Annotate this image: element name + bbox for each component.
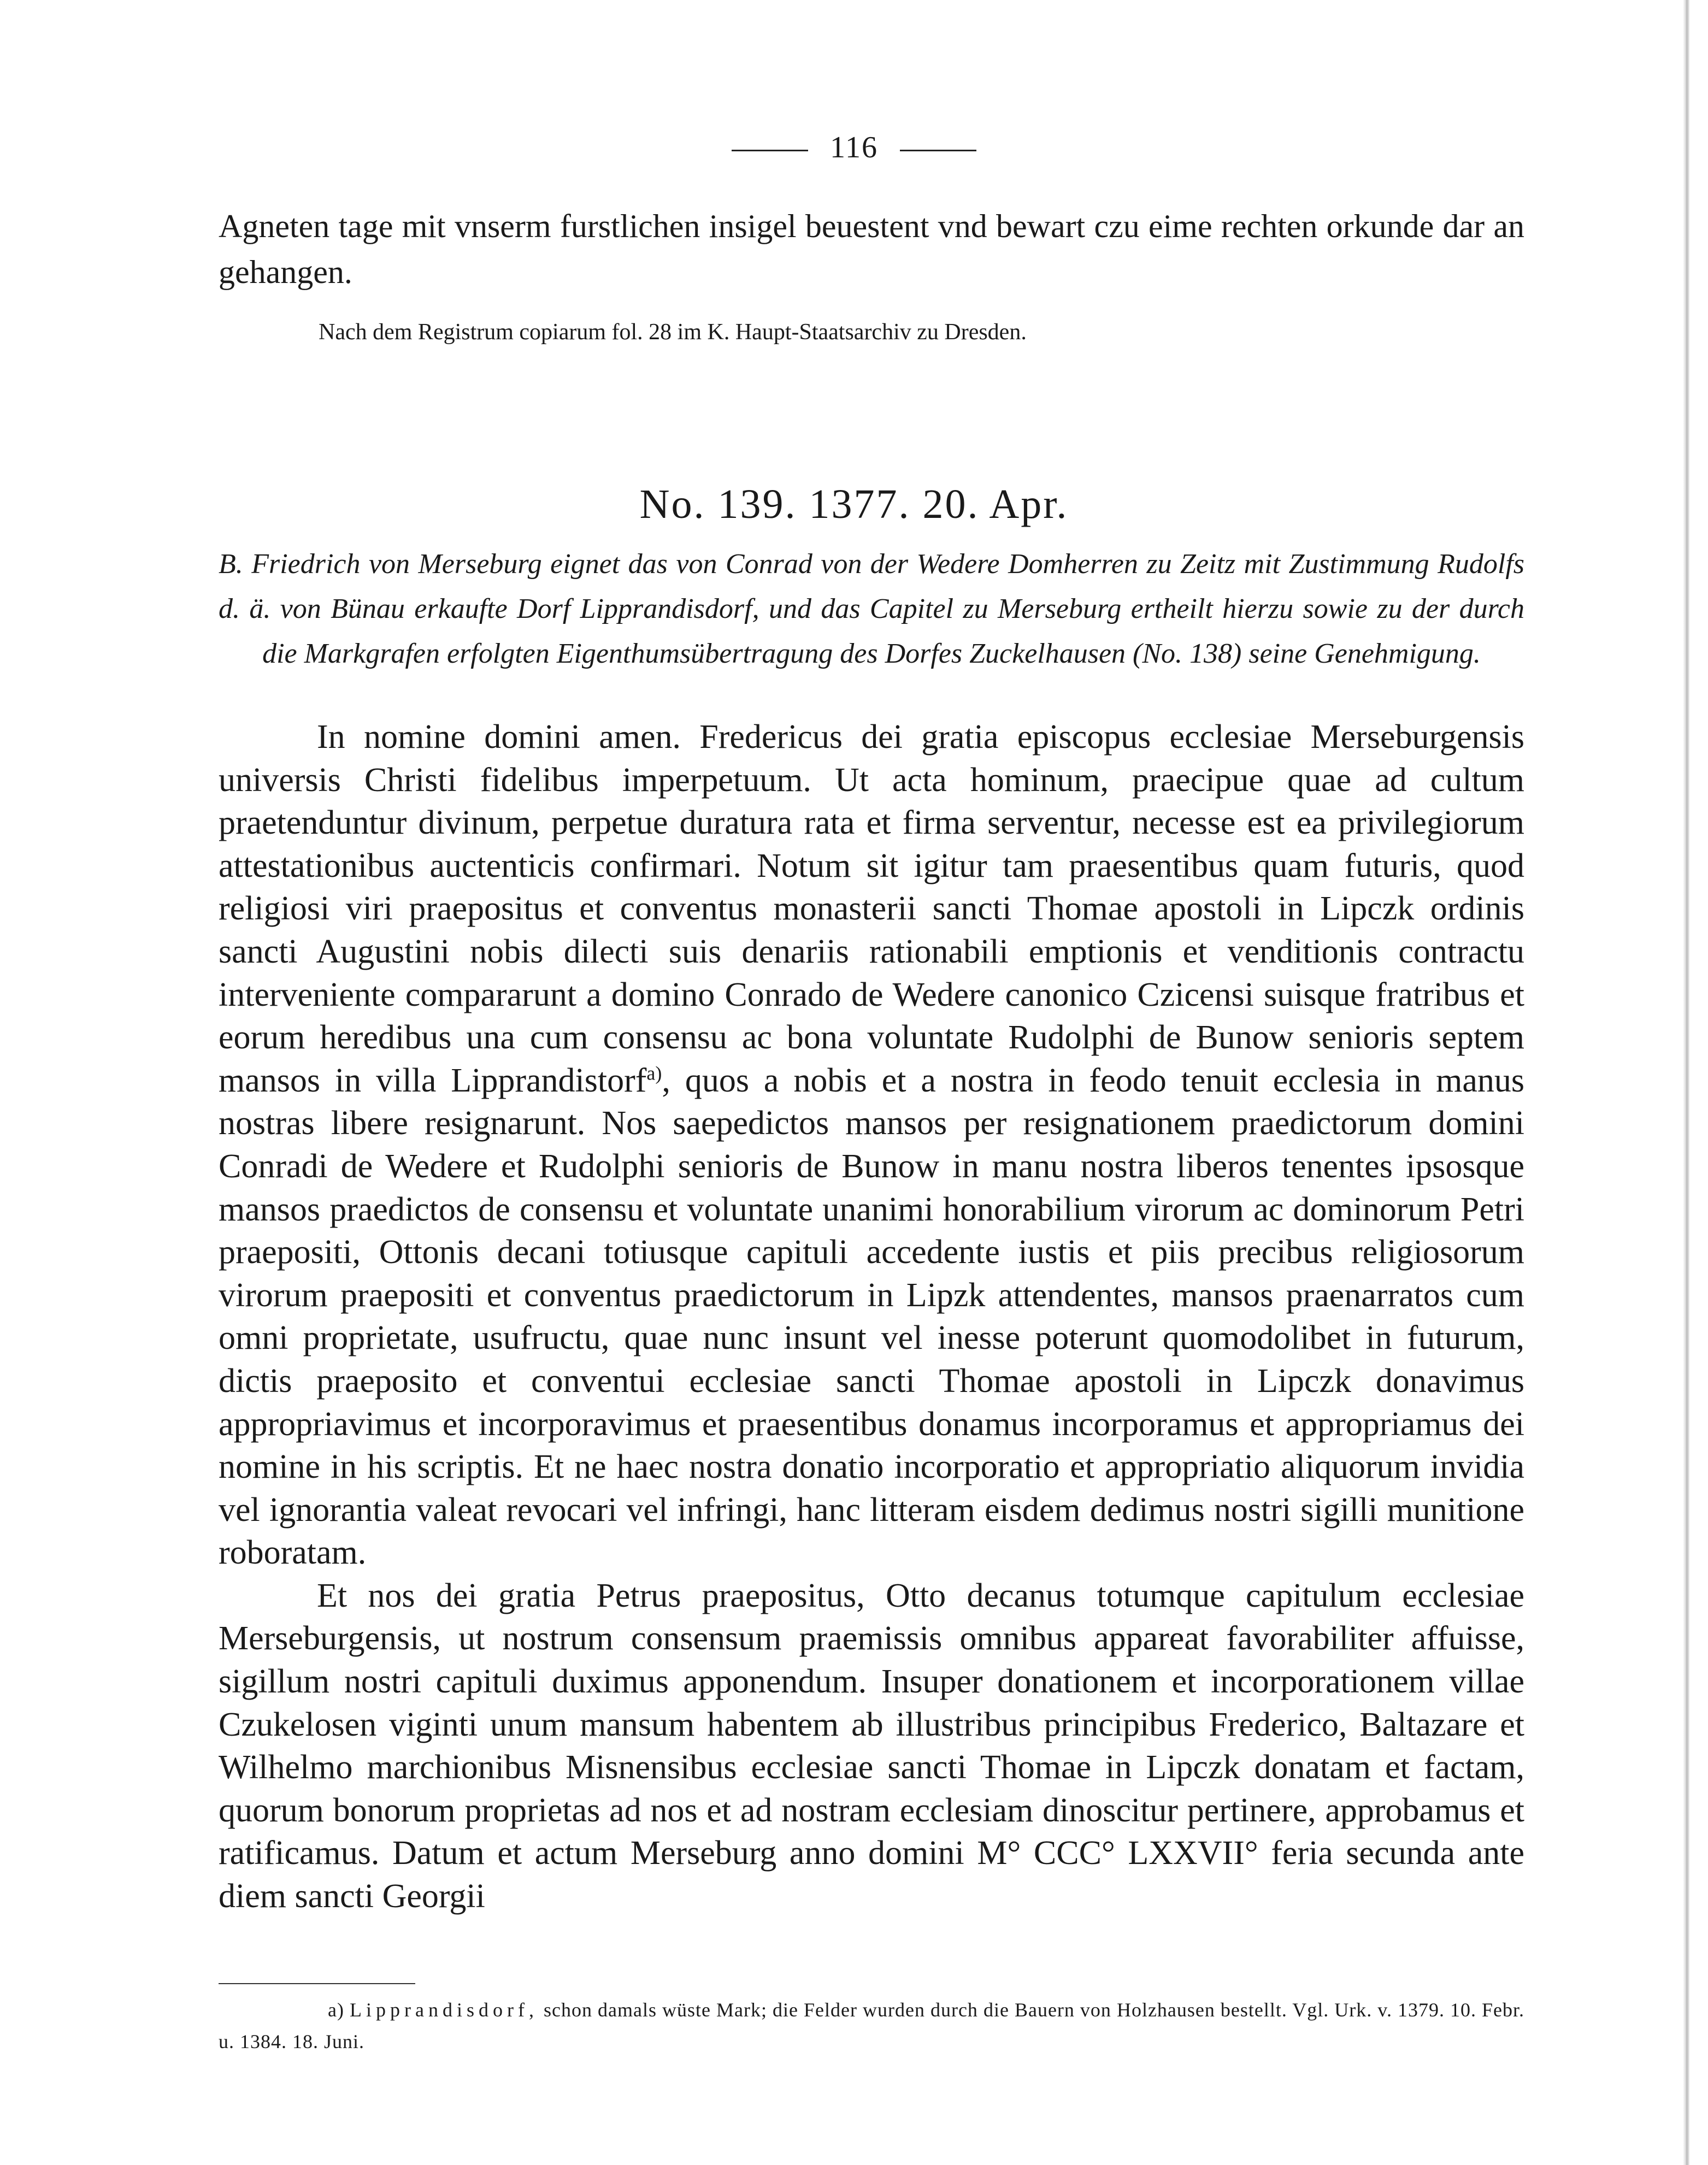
page-header xyxy=(0,130,1708,165)
charter-paragraph-2: Et nos dei gratia Petrus praepositus, Otto decanus totumque capitulum ecclesiae Merseburgensis, ut nostrum consensum praemissis omnibus appareat favorabiliter affuisse, sigillum nostri capituli duximus apponendum. Insuper donationem et incorporationem villae Czukelosen viginti unum mansum habentem ab illustribus principibus Frederico, Baltazare et Wilhelmo marchionibus Misnensibus ecclesiae sancti Thomae in Lipczk donatam et factam, quorum bonorum proprietas ad nos et ad nostram ecclesiam dinoscitur pertinere, approbamus et ratificamus. Datum et actum Merseburg anno domini M° CCC° LXXVII° feria secunda ante diem sancti Georgii xyxy=(219,1577,1524,1915)
footnote-place-name: Lipprandisdorf, xyxy=(350,1999,538,2021)
charter-paragraph-1: In nomine domini amen. Fredericus dei gratia episcopus ecclesiae Merseburgensis universis Christi fidelibus imperpetuum. Ut acta hominum, praecipue quae ad cultum praetenduntur divinum, perpetue duratura rata et firma serventur, necesse est ea privilegiorum attestationibus auctenticis confirmari. Notum sit igitur tam praesentibus quam futuris, quod religiosi viri praepositus et conventus monasterii sancti Thomae apostoli in Lipczk ordinis sancti Augustini nobis dilecti suis denariis rationabili emptionis et venditionis contractu interveniente compararunt a domino Conrado de Wedere canonico Czicensi suisque fratribus et eorum heredibus una cum consensu ac bona voluntate Rudolphi de Bunow senioris septem mansos in villa Lipprandistorf$^{a)}$, quos a nobis et a nostra in feodo tenuit ecclesia in manus nostras libere resignarunt. Nos saepedictos mansos per resignationem praedictorum domini Conradi de Wedere et Rudolphi senioris de Bunow in manu nostra liberos tenentes ipsosque mansos praedictos de consensu et voluntate unanimi honorabilium virorum ac dominorum Petri praepositi, Ottonis decani totiusque capituli accedente iustis et piis precibus religiosorum virorum praepositi et conventus praedictorum in Lipzk attendentes, mansos praenarratos cum omni proprietate, usufructu, quae nunc insunt vel inesse poterunt quomodolibet in futurum, dictis praeposito et conventui ecclesiae sancti Thomae apostoli in Lipczk donavimus appropriavimus et incorporavimus et praesentibus donamus incorporamus et appropriamus dei nomine in his scriptis. Et ne haec nostra donatio incorporatio et appropriatio aliquorum invidia vel ignorantia valeat revocari vel infringi, hanc litteram eisdem dedimus nostri sigilli munitione roboratam. xyxy=(219,718,1524,1572)
carryover-text: Agneten tage mit vnserm furstlichen insigel beuestent vnd bewart czu eime rechten orkunde dar an gehangen. xyxy=(219,208,1524,290)
footnote-mark: a) xyxy=(328,1999,344,2021)
header-rule-right xyxy=(900,150,976,151)
regest-summary: B. Friedrich von Merseburg eignet das von Conrad von der Wedere Domherren zu Zeitz mit Zustimmung Rudolfs d. ä. von Bünau erkaufte Dorf Lipprandisdorf, und das Capitel zu Merseburg ertheilt hierzu sowie zu der durch die Markgrafen erfolgten Eigenthumsübertragung des Dorfes Zuckelhausen (No. 138) seine Genehmigung. xyxy=(219,548,1524,669)
charter-text xyxy=(219,716,1524,1918)
header-rule-left xyxy=(732,150,808,151)
footnote-text: schon damals wüste Mark; die Felder wurden durch die Bauern von Holzhausen bestellt. Vgl. Urk. v. 1379. 10. Febr. u. 1384. 18. Juni. xyxy=(219,1999,1525,2052)
scan-edge-shadow xyxy=(1683,0,1689,2165)
footnote-reference: a) xyxy=(646,1062,662,1084)
source-note: Nach dem Registrum copiarum fol. 28 im K. Haupt-Staatsarchiv zu Dresden. xyxy=(319,320,1027,345)
page-number: 116 xyxy=(830,131,878,164)
footnote xyxy=(219,1994,1524,2057)
document-heading: No. 139. 1377. 20. Apr. xyxy=(639,481,1069,527)
footnote-rule xyxy=(219,1983,415,1984)
